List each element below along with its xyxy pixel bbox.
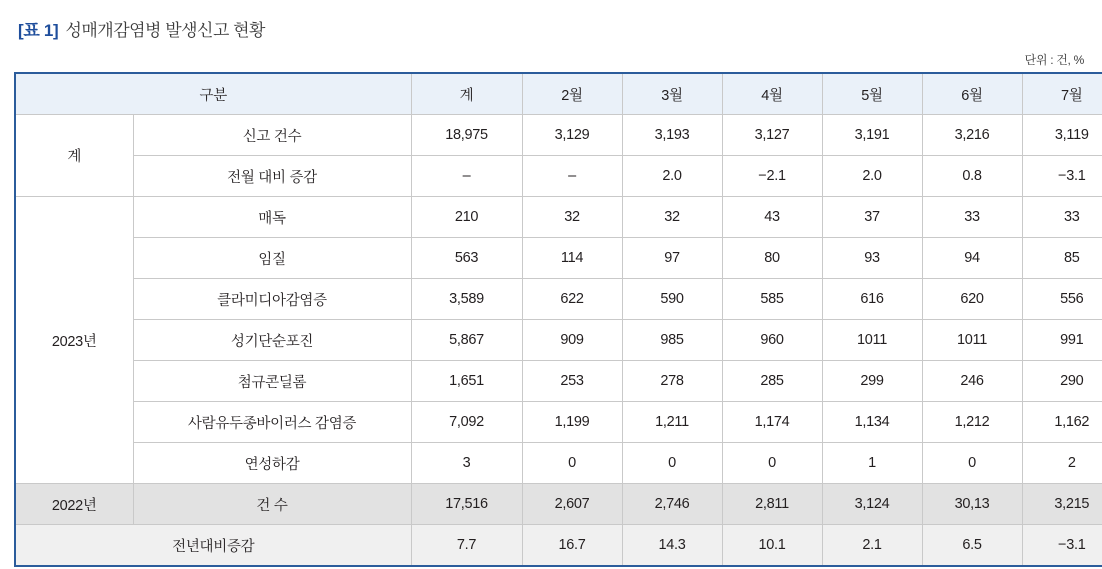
table-row <box>15 361 1102 402</box>
cell-value: 17,516 <box>411 484 522 525</box>
header-cell-apr: 4월 <box>722 73 822 115</box>
table-row <box>15 525 1102 567</box>
cell-value: 0 <box>722 443 822 484</box>
cell-value: 622 <box>522 279 622 320</box>
header-cell-total: 계 <box>411 73 522 115</box>
cell-value: 1,211 <box>622 402 722 443</box>
row-label-yoy: 전년대비증감 <box>15 525 411 567</box>
table-row <box>15 156 1102 197</box>
cell-value: 32 <box>522 197 622 238</box>
cell-value: 3,215 <box>1022 484 1102 525</box>
cell-value: 97 <box>622 238 722 279</box>
table-row <box>15 402 1102 443</box>
cell-value: −3.1 <box>1022 525 1102 567</box>
cell-value: 3 <box>411 443 522 484</box>
cell-value: 10.1 <box>722 525 822 567</box>
cell-value: 1,134 <box>822 402 922 443</box>
cell-value: 1,162 <box>1022 402 1102 443</box>
row-label: 연성하감 <box>133 443 411 484</box>
row-label: 클라미디아감염증 <box>133 279 411 320</box>
cell-value: 7.7 <box>411 525 522 567</box>
cell-value: 299 <box>822 361 922 402</box>
cell-value: −2.1 <box>722 156 822 197</box>
cell-value: 2.0 <box>622 156 722 197</box>
table-row <box>15 484 1102 525</box>
cell-value: 3,119 <box>1022 115 1102 156</box>
cell-value: 278 <box>622 361 722 402</box>
cell-value: 1,212 <box>922 402 1022 443</box>
cell-value: – <box>411 156 522 197</box>
cell-value: 1 <box>822 443 922 484</box>
cell-value: 85 <box>1022 238 1102 279</box>
cell-value: −3.1 <box>1022 156 1102 197</box>
cell-value: 0 <box>622 443 722 484</box>
cell-value: 991 <box>1022 320 1102 361</box>
row-label: 건 수 <box>133 484 411 525</box>
cell-value: 909 <box>522 320 622 361</box>
cell-value: 290 <box>1022 361 1102 402</box>
cell-value: 93 <box>822 238 922 279</box>
cell-value: – <box>522 156 622 197</box>
cell-value: 3,127 <box>722 115 822 156</box>
cell-value: 3,129 <box>522 115 622 156</box>
header-cell-jul: 7월 <box>1022 73 1102 115</box>
cell-value: 0.8 <box>922 156 1022 197</box>
cell-value: 33 <box>1022 197 1102 238</box>
cell-value: 210 <box>411 197 522 238</box>
cell-value: 246 <box>922 361 1022 402</box>
cell-value: 16.7 <box>522 525 622 567</box>
table-header-row <box>15 73 1102 115</box>
cell-value: 37 <box>822 197 922 238</box>
cell-value: 1,174 <box>722 402 822 443</box>
row-label: 신고 건수 <box>133 115 411 156</box>
cell-value: 3,124 <box>822 484 922 525</box>
row-label: 성기단순포진 <box>133 320 411 361</box>
row-label: 전월 대비 증감 <box>133 156 411 197</box>
header-cell-division: 구분 <box>15 73 411 115</box>
std-infection-report-table <box>14 72 1102 567</box>
cell-value: 253 <box>522 361 622 402</box>
cell-value: 114 <box>522 238 622 279</box>
cell-value: 43 <box>722 197 822 238</box>
cell-value: 6.5 <box>922 525 1022 567</box>
cell-value: 2,811 <box>722 484 822 525</box>
cell-value: 30,13 <box>922 484 1022 525</box>
cell-value: 33 <box>922 197 1022 238</box>
cell-value: 1,199 <box>522 402 622 443</box>
cell-value: 2 <box>1022 443 1102 484</box>
cell-value: 985 <box>622 320 722 361</box>
group-label-2023: 2023년 <box>15 197 133 484</box>
table-row <box>15 115 1102 156</box>
table-row <box>15 443 1102 484</box>
cell-value: 3,191 <box>822 115 922 156</box>
table-row <box>15 279 1102 320</box>
cell-value: 2.0 <box>822 156 922 197</box>
cell-value: 1011 <box>822 320 922 361</box>
header-cell-mar: 3월 <box>622 73 722 115</box>
cell-value: 7,092 <box>411 402 522 443</box>
row-label: 사람유두종바이러스 감염증 <box>133 402 411 443</box>
cell-value: 585 <box>722 279 822 320</box>
header-cell-feb: 2월 <box>522 73 622 115</box>
cell-value: 32 <box>622 197 722 238</box>
table-title <box>14 16 1088 41</box>
cell-value: 94 <box>922 238 1022 279</box>
cell-value: 616 <box>822 279 922 320</box>
cell-value: 80 <box>722 238 822 279</box>
cell-value: 3,589 <box>411 279 522 320</box>
group-label-2022: 2022년 <box>15 484 133 525</box>
cell-value: 18,975 <box>411 115 522 156</box>
header-cell-may: 5월 <box>822 73 922 115</box>
row-label: 임질 <box>133 238 411 279</box>
table-number-label: [표 1] <box>18 21 59 40</box>
row-label: 매독 <box>133 197 411 238</box>
table-row <box>15 197 1102 238</box>
cell-value: 2,746 <box>622 484 722 525</box>
cell-value: 2,607 <box>522 484 622 525</box>
cell-value: 0 <box>522 443 622 484</box>
cell-value: 285 <box>722 361 822 402</box>
cell-value: 3,193 <box>622 115 722 156</box>
cell-value: 2.1 <box>822 525 922 567</box>
cell-value: 563 <box>411 238 522 279</box>
cell-value: 960 <box>722 320 822 361</box>
cell-value: 1011 <box>922 320 1022 361</box>
unit-note: 단위 : 건, % <box>1024 53 1084 67</box>
table-row <box>15 238 1102 279</box>
row-label: 첨규콘딜롬 <box>133 361 411 402</box>
header-cell-jun: 6월 <box>922 73 1022 115</box>
cell-value: 1,651 <box>411 361 522 402</box>
cell-value: 0 <box>922 443 1022 484</box>
cell-value: 5,867 <box>411 320 522 361</box>
table-title-text: 성매개감염병 발생신고 현황 <box>65 21 265 40</box>
table-row <box>15 320 1102 361</box>
cell-value: 590 <box>622 279 722 320</box>
cell-value: 14.3 <box>622 525 722 567</box>
group-label-total: 계 <box>15 115 133 197</box>
cell-value: 620 <box>922 279 1022 320</box>
cell-value: 3,216 <box>922 115 1022 156</box>
cell-value: 556 <box>1022 279 1102 320</box>
